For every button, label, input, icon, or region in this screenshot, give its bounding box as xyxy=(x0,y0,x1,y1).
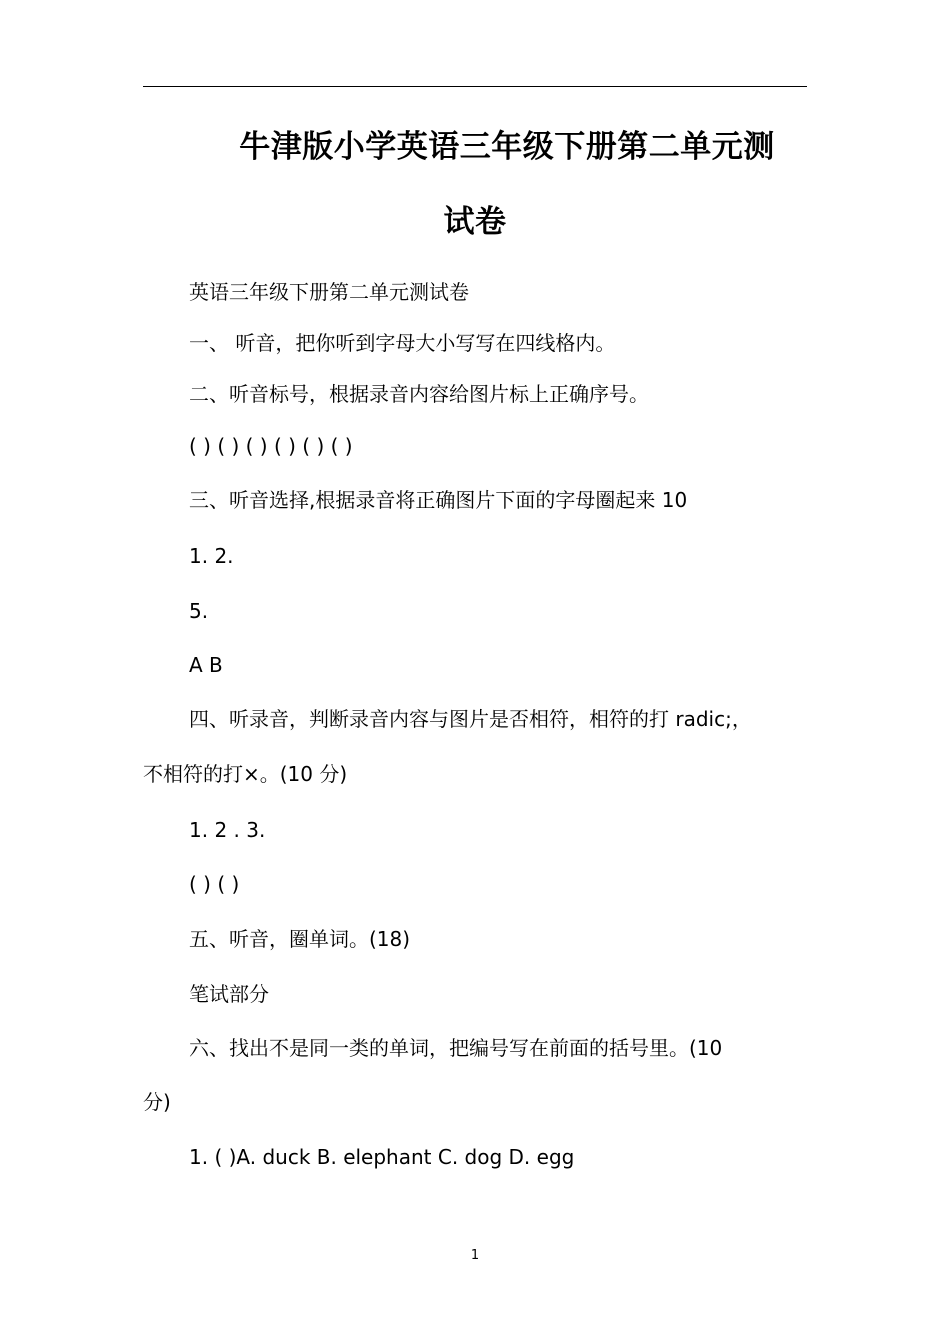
document-title-line-2: 试卷 xyxy=(443,204,507,240)
section-1-heading: 一、 听音，把你听到字母大小写写在四线格内。 xyxy=(189,331,616,355)
section-3-options: A B xyxy=(189,653,223,677)
section-3-heading: 三、听音选择,根据录音将正确图片下面的字母圈起来 10 xyxy=(189,488,688,512)
section-4-heading-continued: 不相符的打×。(10 分) xyxy=(143,762,348,786)
section-4-heading: 四、听录音，判断录音内容与图片是否相符，相符的打 radic;， xyxy=(189,707,752,731)
section-3-items-1-2: 1. 2. xyxy=(189,544,234,568)
page-number: 1 xyxy=(470,1248,480,1263)
written-part-heading: 笔试部分 xyxy=(189,982,269,1006)
section-6-heading-continued: 分) xyxy=(143,1090,171,1114)
document-title-line-1: 牛津版小学英语三年级下册第二单元测 xyxy=(239,129,775,165)
paragraph-subtitle: 英语三年级下册第二单元测试卷 xyxy=(189,280,469,304)
section-2-heading: 二、听音标号，根据录音内容给图片标上正确序号。 xyxy=(189,382,649,406)
section-4-items: 1. 2 . 3. xyxy=(189,818,266,842)
section-6-heading: 六、找出不是同一类的单词，把编号写在前面的括号里。(10 xyxy=(189,1036,723,1060)
section-4-blanks: ( ) ( ) xyxy=(189,872,240,896)
section-5-heading: 五、听音，圈单词。(18) xyxy=(189,927,411,951)
section-2-blanks: ( ) ( ) ( ) ( ) ( ) ( ) xyxy=(189,434,353,458)
section-6-question-1: 1. ( )A. duck B. elephant C. dog D. egg xyxy=(189,1145,575,1169)
header-rule xyxy=(143,86,807,87)
section-3-item-5: 5. xyxy=(189,599,209,623)
